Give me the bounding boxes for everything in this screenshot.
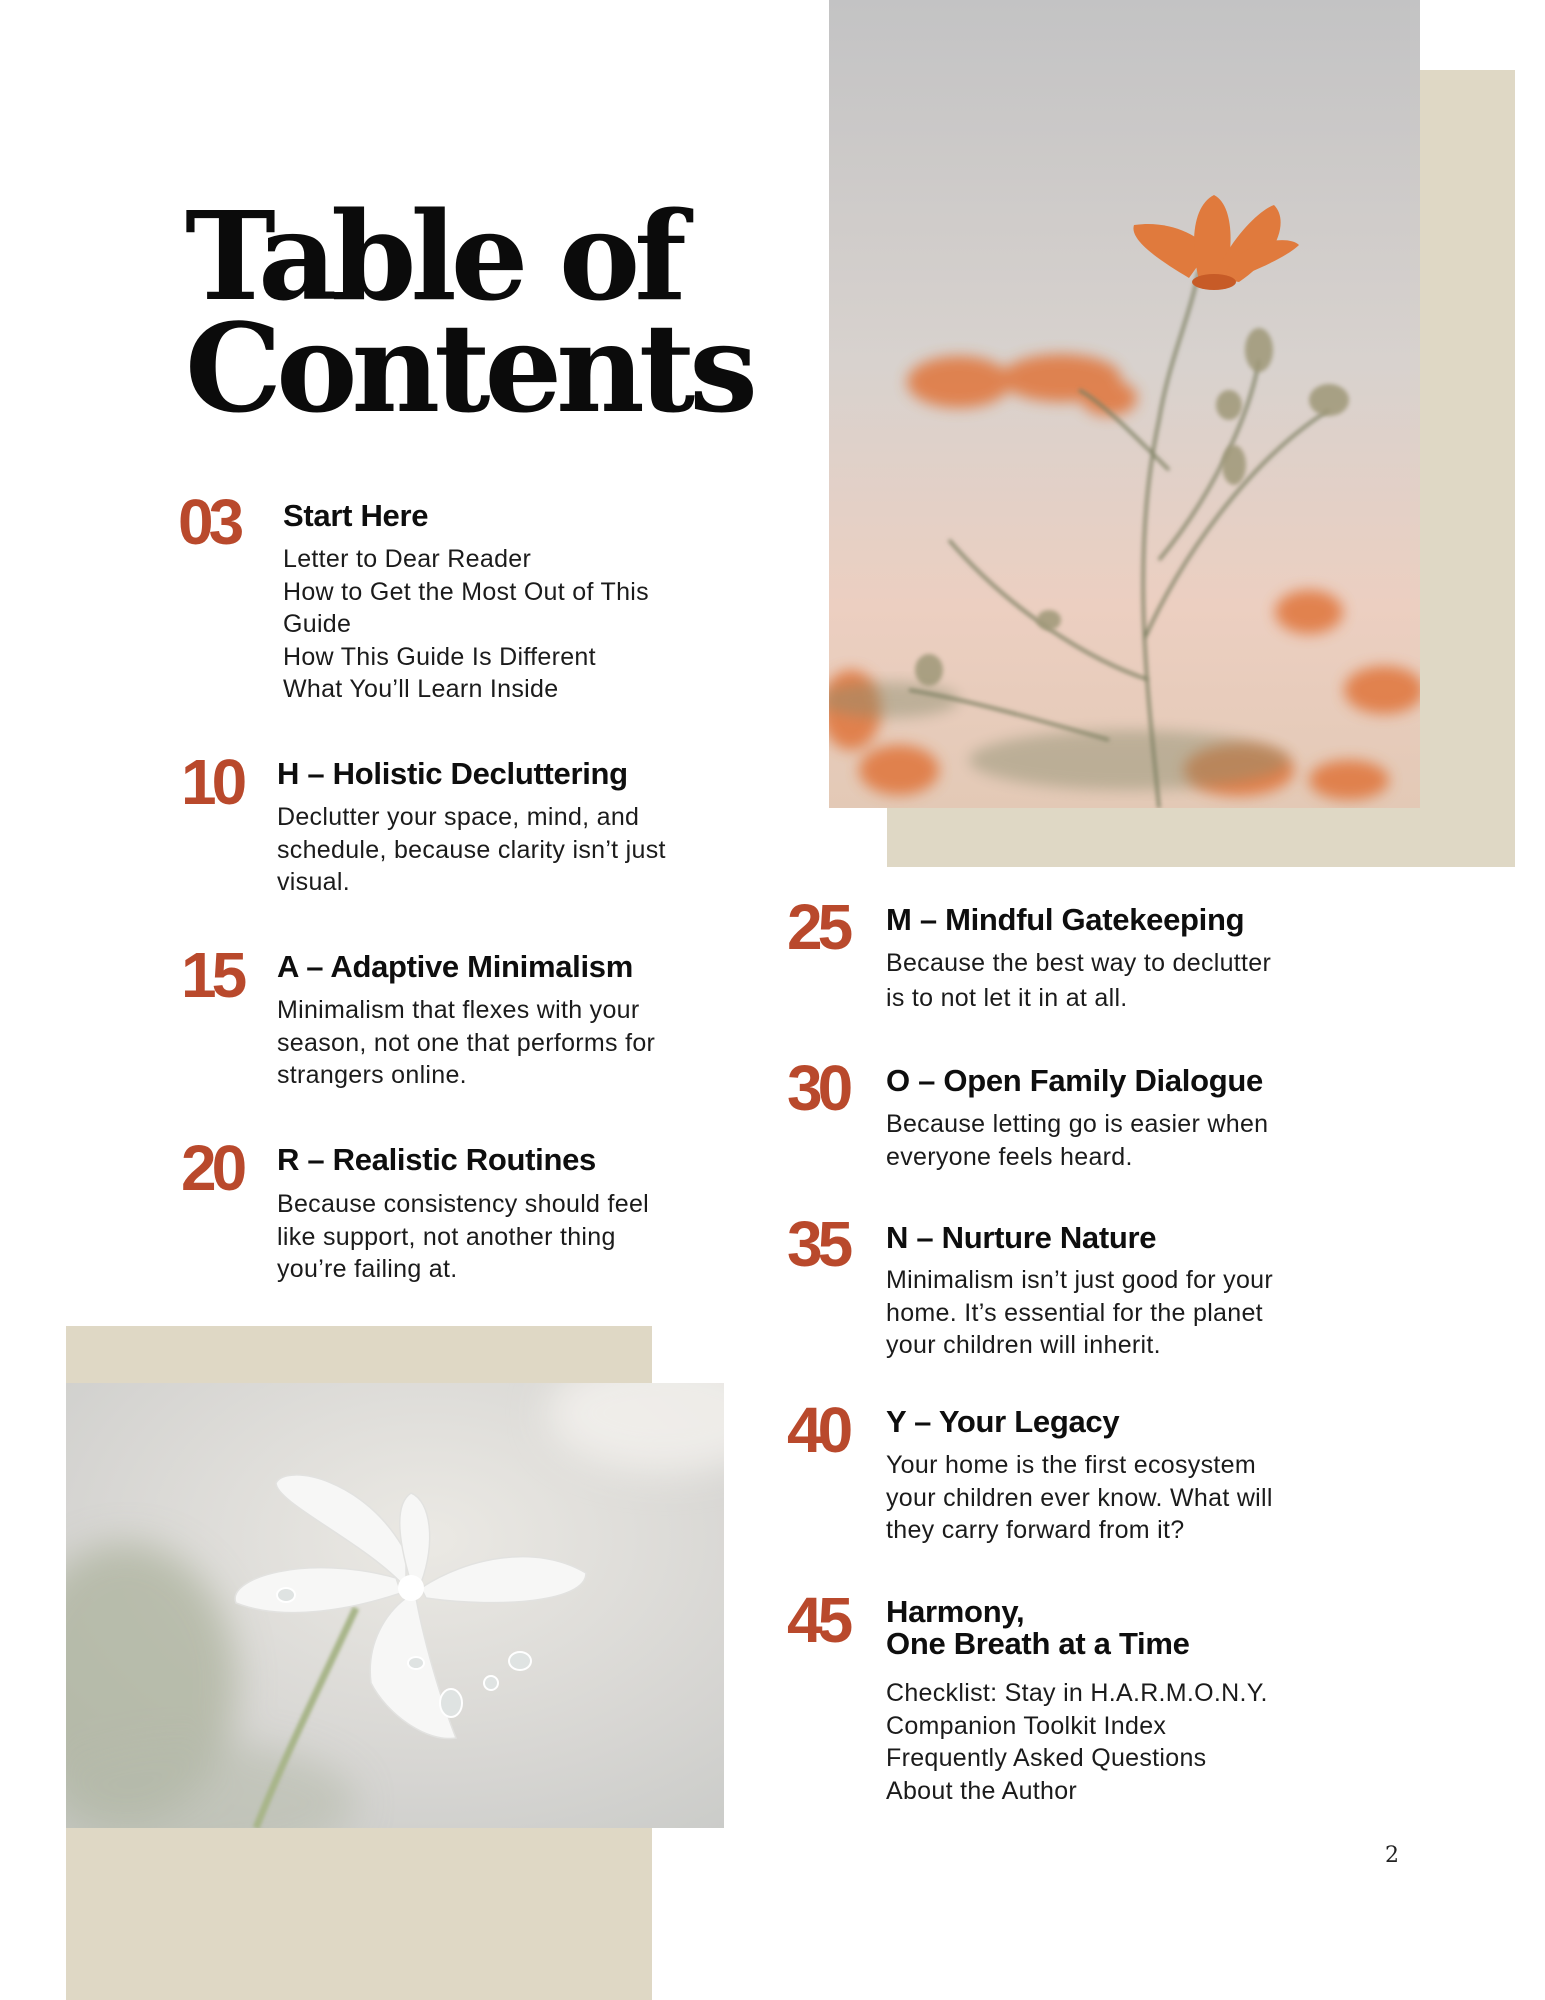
toc-page-number: 15 [181,939,243,1011]
toc-description-line: is to not let it in at all. [886,984,1128,1012]
toc-page-number: 10 [181,746,243,818]
toc-description-line: Your home is the first ecosystem [886,1451,1256,1479]
toc-description-line: season, not one that performs for [277,1028,656,1057]
toc-description [886,946,1271,1016]
toc-description [277,994,655,1092]
toc-description [886,1108,1268,1173]
toc-description-line: like support, not another thing [277,1222,616,1251]
toc-subtopic: Guide [283,610,352,638]
toc-description [277,1188,649,1286]
toc-subtopic: How This Guide Is Different [283,642,596,671]
toc-page-number: 20 [181,1132,243,1204]
toc-heading[interactable]: O – Open Family Dialogue [886,1063,1263,1098]
toc-description-line: Because letting go is easier when [886,1110,1269,1138]
toc-page-number: 30 [787,1052,849,1124]
toc-heading-line-1: Harmony, [886,1594,1025,1629]
toc-description-line: visual. [277,868,350,896]
title-line-1: Table of [185,184,681,328]
toc-description-line: strangers online. [277,1061,467,1089]
toc-heading[interactable]: R – Realistic Routines [277,1142,596,1177]
toc-subtopic: Frequently Asked Questions [886,1744,1207,1772]
toc-subtopics [283,543,649,706]
toc-description-line: they carry forward from it? [886,1516,1185,1544]
toc-page-number: 25 [787,891,849,963]
toc-subtopic: Checklist: Stay in H.A.R.M.O.N.Y. [886,1679,1268,1707]
white-flower-photo [66,1383,724,1828]
page-number: 2 [1385,1843,1399,1868]
toc-description-line: Minimalism that flexes with your [277,996,640,1024]
toc-description-line: everyone feels heard. [886,1142,1133,1171]
toc-page-number: 35 [787,1208,849,1280]
page-title [185,184,805,440]
orange-flowers-photo [829,0,1420,808]
toc-page-number: 45 [787,1584,849,1656]
title-line-2: Contents [185,296,752,440]
toc-subtopics [886,1677,1268,1807]
toc-subtopic: Companion Toolkit Index [886,1711,1167,1740]
toc-description-line: your children will inherit. [886,1331,1161,1359]
toc-description [277,801,666,899]
toc-description [886,1449,1273,1547]
toc-heading[interactable] [886,1596,1190,1660]
toc-description-line: home. It’s essential for the planet [886,1298,1263,1327]
toc-heading-line-2: One Breath at a Time [886,1626,1190,1661]
toc-page-number: 03 [178,486,240,558]
toc-description-line: Declutter your space, mind, and [277,803,640,831]
toc-subtopic: How to Get the Most Out of This [283,577,649,606]
toc-subtopic: About the Author [886,1776,1078,1805]
toc-subtopic: Letter to Dear Reader [283,545,532,573]
toc-description-line: schedule, because clarity isn’t just [277,835,666,864]
toc-heading[interactable]: Start Here [283,498,429,533]
toc-description-line: Because the best way to declutter [886,949,1272,977]
toc-heading[interactable]: M – Mindful Gatekeeping [886,902,1245,937]
toc-heading[interactable]: N – Nurture Nature [886,1220,1157,1255]
toc-description [886,1264,1273,1362]
toc-page-number: 40 [787,1394,849,1466]
toc-heading[interactable]: A – Adaptive Minimalism [277,949,634,984]
toc-description-line: Minimalism isn’t just good for your [886,1266,1274,1294]
toc-description-line: you’re failing at. [277,1255,458,1283]
toc-heading[interactable]: H – Holistic Decluttering [277,756,628,791]
toc-description-line: Because consistency should feel [277,1190,650,1218]
toc-description-line: your children ever know. What will [886,1483,1273,1512]
toc-heading[interactable]: Y – Your Legacy [886,1404,1120,1439]
toc-subtopic: What You’ll Learn Inside [283,675,559,703]
